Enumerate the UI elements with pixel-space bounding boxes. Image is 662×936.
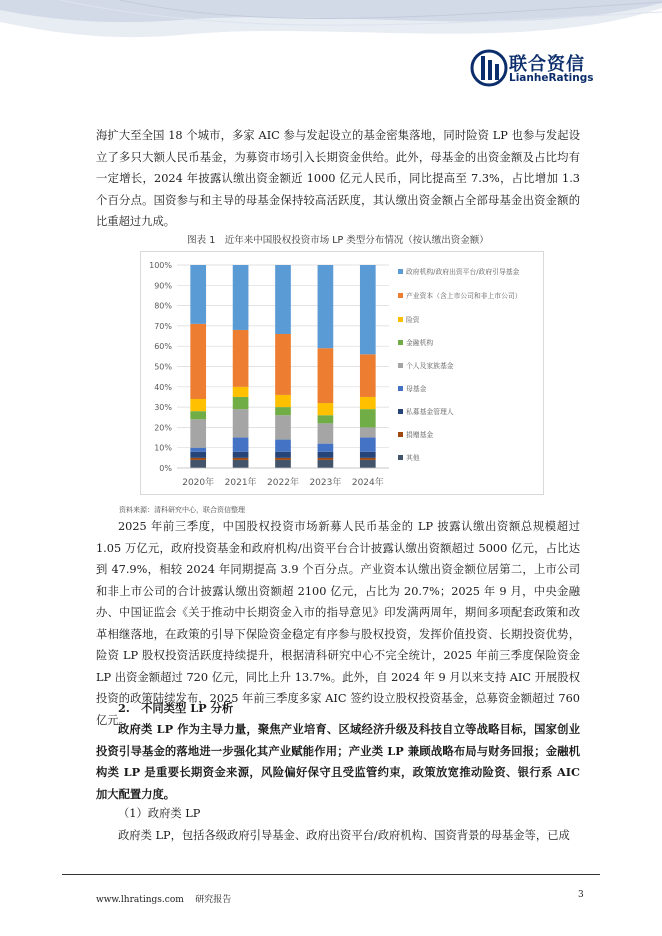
- bar-segment: [233, 458, 249, 460]
- bar-segment: [233, 265, 249, 330]
- legend-swatch: [398, 455, 403, 460]
- bar-segment: [318, 458, 334, 460]
- legend-label: 金融机构: [406, 339, 434, 347]
- legend-swatch: [398, 269, 403, 274]
- bar-segment: [275, 265, 291, 334]
- legend-swatch: [398, 293, 403, 298]
- paragraph-2: 2025 年前三季度，中国股权投资市场新募人民币基金的 LP 披露认缴出资额总规模超过 1.05 万亿元，政府投资基金和政府机构/出资平台合计披露认缴出资额超过 5000 亿元，占比达到 47.9%，相较 2024 年同期提高 3.9 个百分点。产业资本认缴出资金额位居第二，上市公司和非上市公司的合计披露认缴出资额超 2100 亿元，占比为 20.7%；2025 年 9 月，中央金融办、中国证监会《关于推动中长期资金入市的指导意见》印发满两周年，期间多项配套政策和改革相继落地，在政策的引导下保险资金稳定有序参与股权投资，发挥价值投资、长期投资优势，险资 LP 股权投资活跃度持续提升，根据清科研究中心不完全统计，2025 年前三季度保险资金 LP 出资金额超过 720 亿元，同比上升 13.7%。此外，自 2024 年 9 月以来支持 AIC 开展股权投资的政策陆续发布，2025 年前三季度多家 AIC 签约设立股权投资基金，总募资金额超过 760 亿元。: [96, 520, 580, 727]
- section-heading: 2. 不同类型 LP 分析: [118, 701, 234, 715]
- company-logo-icon: [470, 48, 510, 88]
- footer-divider: [62, 874, 600, 875]
- legend-swatch: [398, 386, 403, 391]
- bar-segment: [233, 330, 249, 387]
- y-tick-label: 10%: [154, 443, 172, 453]
- bar-segment: [318, 403, 334, 415]
- bar-segment: [190, 411, 206, 419]
- bar-segment: [318, 452, 334, 458]
- bar-segment: [190, 460, 206, 468]
- y-tick-label: 60%: [154, 342, 172, 352]
- y-tick-label: 50%: [154, 362, 172, 372]
- bar-segment: [190, 452, 206, 458]
- bar-segment: [360, 458, 376, 460]
- bar-segment: [360, 409, 376, 427]
- bar-segment: [275, 458, 291, 460]
- bar-segment: [360, 397, 376, 409]
- legend-swatch: [398, 409, 403, 414]
- bar-segment: [360, 265, 376, 354]
- legend-label: 个人及家族基金: [406, 362, 454, 370]
- legend-swatch: [398, 317, 403, 322]
- footer-report-type: 研究报告: [195, 895, 232, 905]
- chart-frame: [140, 251, 544, 495]
- bar-segment: [275, 334, 291, 395]
- x-tick-label: 2023年: [309, 478, 342, 488]
- legend-label: 捐赠基金: [406, 431, 434, 439]
- bar-segment: [360, 438, 376, 452]
- page-number: 3: [578, 890, 584, 900]
- y-tick-label: 90%: [154, 281, 172, 291]
- bar-segment: [275, 415, 291, 439]
- legend-swatch: [398, 432, 403, 437]
- legend-label: 政府机构/政府出资平台/政府引导基金: [406, 268, 520, 276]
- bar-segment: [360, 427, 376, 437]
- logo-text-english: LianheRatings: [509, 72, 594, 84]
- legend-label: 产业资本（含上市公司和非上市公司）: [406, 292, 522, 300]
- bar-segment: [190, 458, 206, 460]
- y-tick-label: 70%: [154, 321, 172, 331]
- figure-title: 图表 1 近年来中国股权投资市场 LP 类型分布情况（按认缴出资金额）: [187, 235, 489, 246]
- legend-label: 母基金: [406, 385, 427, 393]
- bar-segment: [233, 387, 249, 397]
- subsection-heading: （1）政府类 LP: [118, 807, 201, 820]
- y-tick-label: 80%: [154, 301, 172, 311]
- bar-segment: [318, 444, 334, 452]
- x-tick-label: 2021年: [224, 478, 257, 488]
- footer-website: www.lhratings.com: [96, 895, 184, 905]
- bar-segment: [318, 460, 334, 468]
- bar-segment: [190, 448, 206, 452]
- legend-label: 险资: [406, 316, 420, 324]
- bar-segment: [360, 452, 376, 458]
- bar-segment: [190, 419, 206, 447]
- bar-segment: [318, 348, 334, 403]
- bar-segment: [360, 460, 376, 468]
- bar-segment: [275, 460, 291, 468]
- bar-segment: [275, 452, 291, 458]
- x-tick-label: 2024年: [351, 478, 384, 488]
- y-tick-label: 40%: [154, 382, 172, 392]
- x-tick-label: 2020年: [182, 478, 215, 488]
- bar-segment: [233, 452, 249, 458]
- paragraph-1: 海扩大至全国 18 个城市，多家 AIC 参与发起设立的基金密集落地，同时险资 LP 也参与发起设立了多只大额人民币基金，为募资市场引入长期资金供给。此外，母基金的出资金额及占比均有一定增长，2024 年披露认缴出资金额近 1000 亿元人民币，同比提高至 7.3%，占比增加 1.3 个百分点。国资参与和主导的母基金保持较高活跃度，其认缴出资金额占全部母基金出资金额的比重超过九成。: [96, 129, 580, 228]
- bar-segment: [190, 324, 206, 399]
- x-tick-label: 2022年: [267, 478, 299, 488]
- bar-segment: [318, 423, 334, 443]
- legend-label: 其他: [406, 454, 420, 462]
- y-tick-label: 100%: [149, 261, 172, 270]
- logo-text-chinese: 联合资信: [509, 54, 585, 75]
- bar-segment: [275, 440, 291, 452]
- bar-segment: [190, 399, 206, 411]
- bar-segment: [318, 265, 334, 348]
- paragraph-4: 政府类 LP，包括各级政府引导基金、政府出资平台/政府机构、国资背景的母基金等，已成: [118, 829, 570, 842]
- paragraph-3: 政府类 LP 作为主导力量，聚焦产业培育、区域经济升级及科技自立等战略目标，国家创业投资引导基金的落地进一步强化其产业赋能作用；产业类 LP 兼顾战略布局与财务回报；金融机构类 LP 是重要长期资金来源，风险偏好保守且受监管约束，政策放宽推动险资、银行系 AIC 加大配置力度。: [96, 722, 580, 801]
- legend-label: 私募基金管理人: [406, 408, 454, 416]
- y-tick-label: 20%: [154, 423, 172, 433]
- bar-segment: [233, 397, 249, 409]
- bar-segment: [233, 409, 249, 437]
- bar-segment: [318, 415, 334, 423]
- y-tick-label: 0%: [159, 464, 172, 473]
- bar-segment: [275, 407, 291, 415]
- bar-segment: [275, 395, 291, 407]
- stacked-bar-chart: [141, 252, 543, 494]
- bar-segment: [233, 438, 249, 452]
- legend-swatch: [398, 363, 403, 368]
- figure-source: 资料来源：清科研究中心，联合资信整理: [119, 506, 245, 514]
- legend-swatch: [398, 340, 403, 345]
- bar-segment: [360, 354, 376, 397]
- footer-info: [96, 892, 231, 905]
- bar-segment: [233, 460, 249, 468]
- y-tick-label: 30%: [154, 403, 172, 413]
- bar-segment: [190, 265, 206, 324]
